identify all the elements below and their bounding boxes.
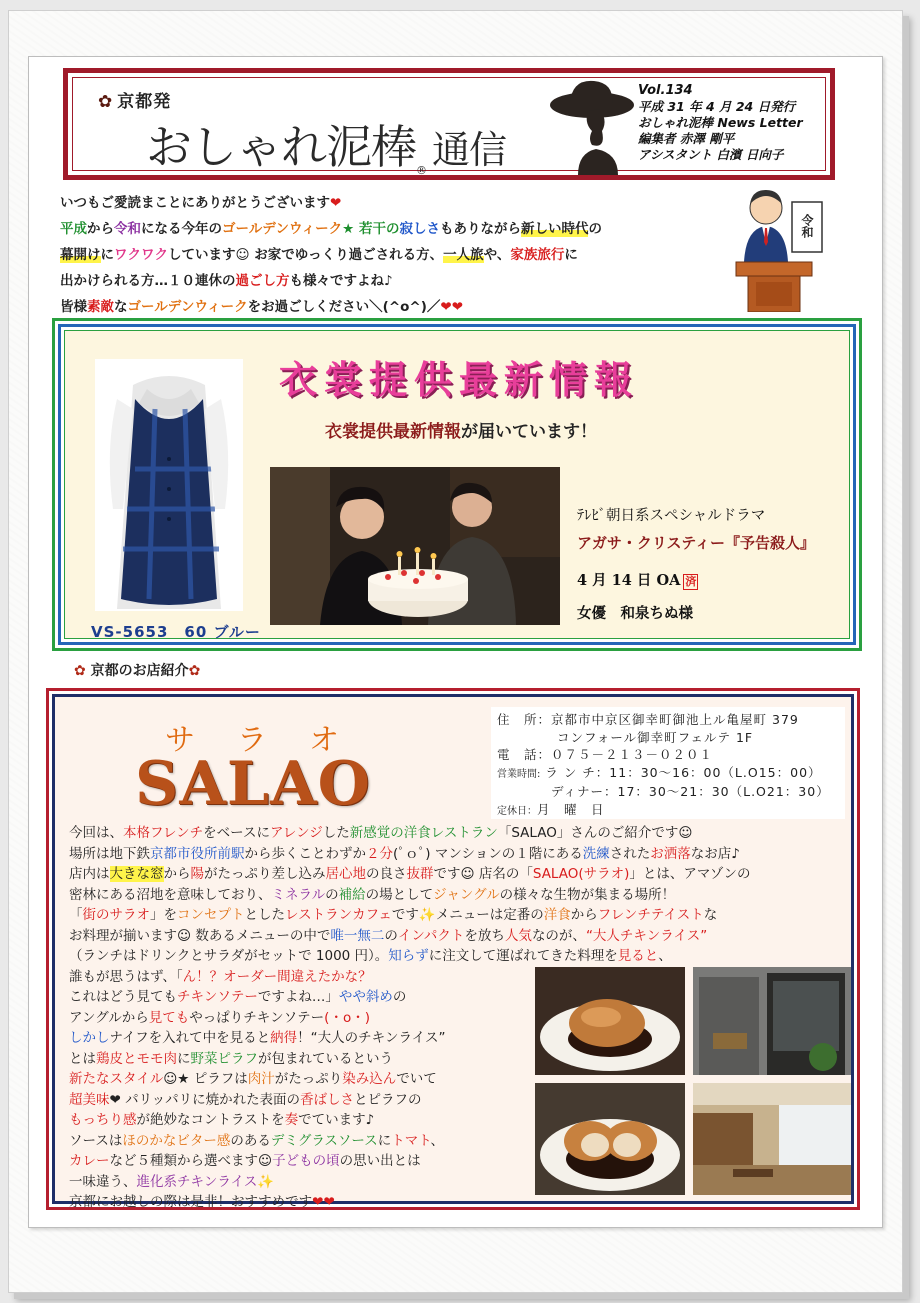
- editor: 編集者 赤澤 剛平: [638, 131, 735, 146]
- drama-title: アガサ・クリスティー『予告殺人』: [577, 534, 816, 552]
- issue-volume: Vol.134: [638, 83, 693, 98]
- greeting: [60, 190, 740, 320]
- shop-entrance-photo: [693, 967, 851, 1075]
- heart-icon: ❤: [330, 195, 342, 211]
- newsletter-name: おしゃれ泥棒 News Letter: [638, 115, 803, 130]
- shop-article: 今回は、本格フレンチをベースにアレンジした新感覚の洋食レストラン「SALAO」さんのご紹介です☺ 場所は地下鉄京都市役所前駅から歩くことわずか２分(ﾟｏﾟ) マンションの１階にある洗練されたお洒落なお店♪ 店内は大きな窓から陽がたっぷり差し込み居心地の良さ抜群です☺ 店名の「SALAO(サラオ)」とは、アマゾンの 密林にある沼地を意味しており、ミネラルの補給の場としてジャングルの様々な生物が集まる場所！ 「街のサラオ」をコンセプトとしたレストランカフェです✨メニューは定番の洋食からフレンチテイストな お料理が揃います☺ 数あるメニューの中で唯一無二のインパクトを放ち人気なのが、“大人チキンライス” （ランチはドリンクとサラダがセットで 1000 円）。知らずに注文して運ばれてきた料理を見ると、 誰もが思うはず、「ん！？オーダー間違えたかな？ これはどう見てもチキンソテーですよね…」やや斜めの アングルから見てもやっぱりチキンソテー(・o・) しかしナイフを入れて中を見ると納得！“大人のチキンライス” とは鶏皮とモモ肉に野菜ピラフが包まれているという 新たなスタイル☺★ ピラフは肉汁がたっぷり染み込んでいて 超美味❤ パリッパリに焼かれた表面の香ばしさとピラフの もっちり感が絶妙なコントラストを奏でています♪ ソースはほのかなビター感のあるデミグラスソースにトマト、 カレーなど５種類から選べます☺子どもの頃の思い出とは 一味違う、進化系チキンライス✨ 京都にお越しの際は是非！おすすめです❤❤: [69, 825, 751, 1210]
- greeting-line-5: 皆様素敵なゴールデンウィークをお過ごしください＼(^o^)／❤❤: [60, 299, 464, 315]
- shop-address-box: 住 所：京都市中京区御幸町御池上ル亀屋町 379 コンフォール御幸町フェルテ 1F 電 話：０７５－２１３－０２０１ 営業時間: ラ ン チ：11：30～16：00（L.O15：00） ディナー：17：30～21：30（L.O21：30） 定休日：月 曜 日: [491, 707, 845, 819]
- chicken-rice-cut-photo: [535, 1083, 685, 1195]
- issue-date: 平成 31 年 4 月 24 日発行: [638, 99, 796, 114]
- drama-info: [577, 503, 815, 627]
- greeting-line-1: いつもご愛読まことにありがとうございます❤: [60, 195, 342, 211]
- aired-stamp: 済: [685, 575, 697, 588]
- shop-name: SALAO: [135, 749, 371, 819]
- masthead: [63, 68, 835, 180]
- drama-scene-photo: [270, 467, 560, 625]
- brand-origin: ✿ 京都発: [98, 92, 172, 112]
- greeting-line-3: 幕開けにワクワクしています☺ お家でゆっくり過ごされる方、一人旅や、家族旅行に: [60, 247, 578, 263]
- assistant: アシスタント 白濱 日向子: [638, 147, 784, 162]
- costume-subtitle: 衣裳提供最新情報が届いています！: [325, 422, 597, 442]
- chicken-rice-photo: [535, 967, 685, 1075]
- speaker-illustration-icon: [734, 182, 834, 312]
- actress-credit: 女優 和泉ちぬ様: [577, 605, 693, 622]
- shop-section: [46, 688, 860, 1210]
- dress-photo: [95, 359, 243, 611]
- leaf-icon: ✿: [98, 92, 114, 112]
- svg-text:令和: 令和: [800, 214, 814, 238]
- drama-channel: ﾃﾚﾋﾞ朝日系スペシャルドラマ: [577, 508, 766, 524]
- costume-section: [52, 318, 862, 651]
- shop-interior-photo: [693, 1083, 851, 1195]
- greeting-line-2: 平成から令和になる今年のゴールデンウィーク★ 若干の寂しさもありながら新しい時代の: [60, 221, 602, 237]
- issue-info: [638, 83, 803, 163]
- costume-title: 衣裳提供最新情報: [279, 358, 640, 402]
- leaf-icon: ✿: [74, 663, 86, 679]
- brand-title: おしゃれ泥棒® 通信: [146, 120, 507, 177]
- greeting-line-4: 出かけられる方…１０連休の過ごし方も様々ですよね♪: [60, 273, 393, 289]
- hat-lady-silhouette-icon: [548, 75, 634, 175]
- air-date: 4 月 14 日 OA 済: [577, 572, 697, 589]
- shop-name-kana: サラオ: [165, 723, 381, 758]
- leaf-icon: ✿: [188, 663, 201, 679]
- item-code-label: VS-5653 60 ブルー: [91, 623, 261, 641]
- shop-section-heading: ✿ 京都のお店紹介✿: [74, 663, 201, 679]
